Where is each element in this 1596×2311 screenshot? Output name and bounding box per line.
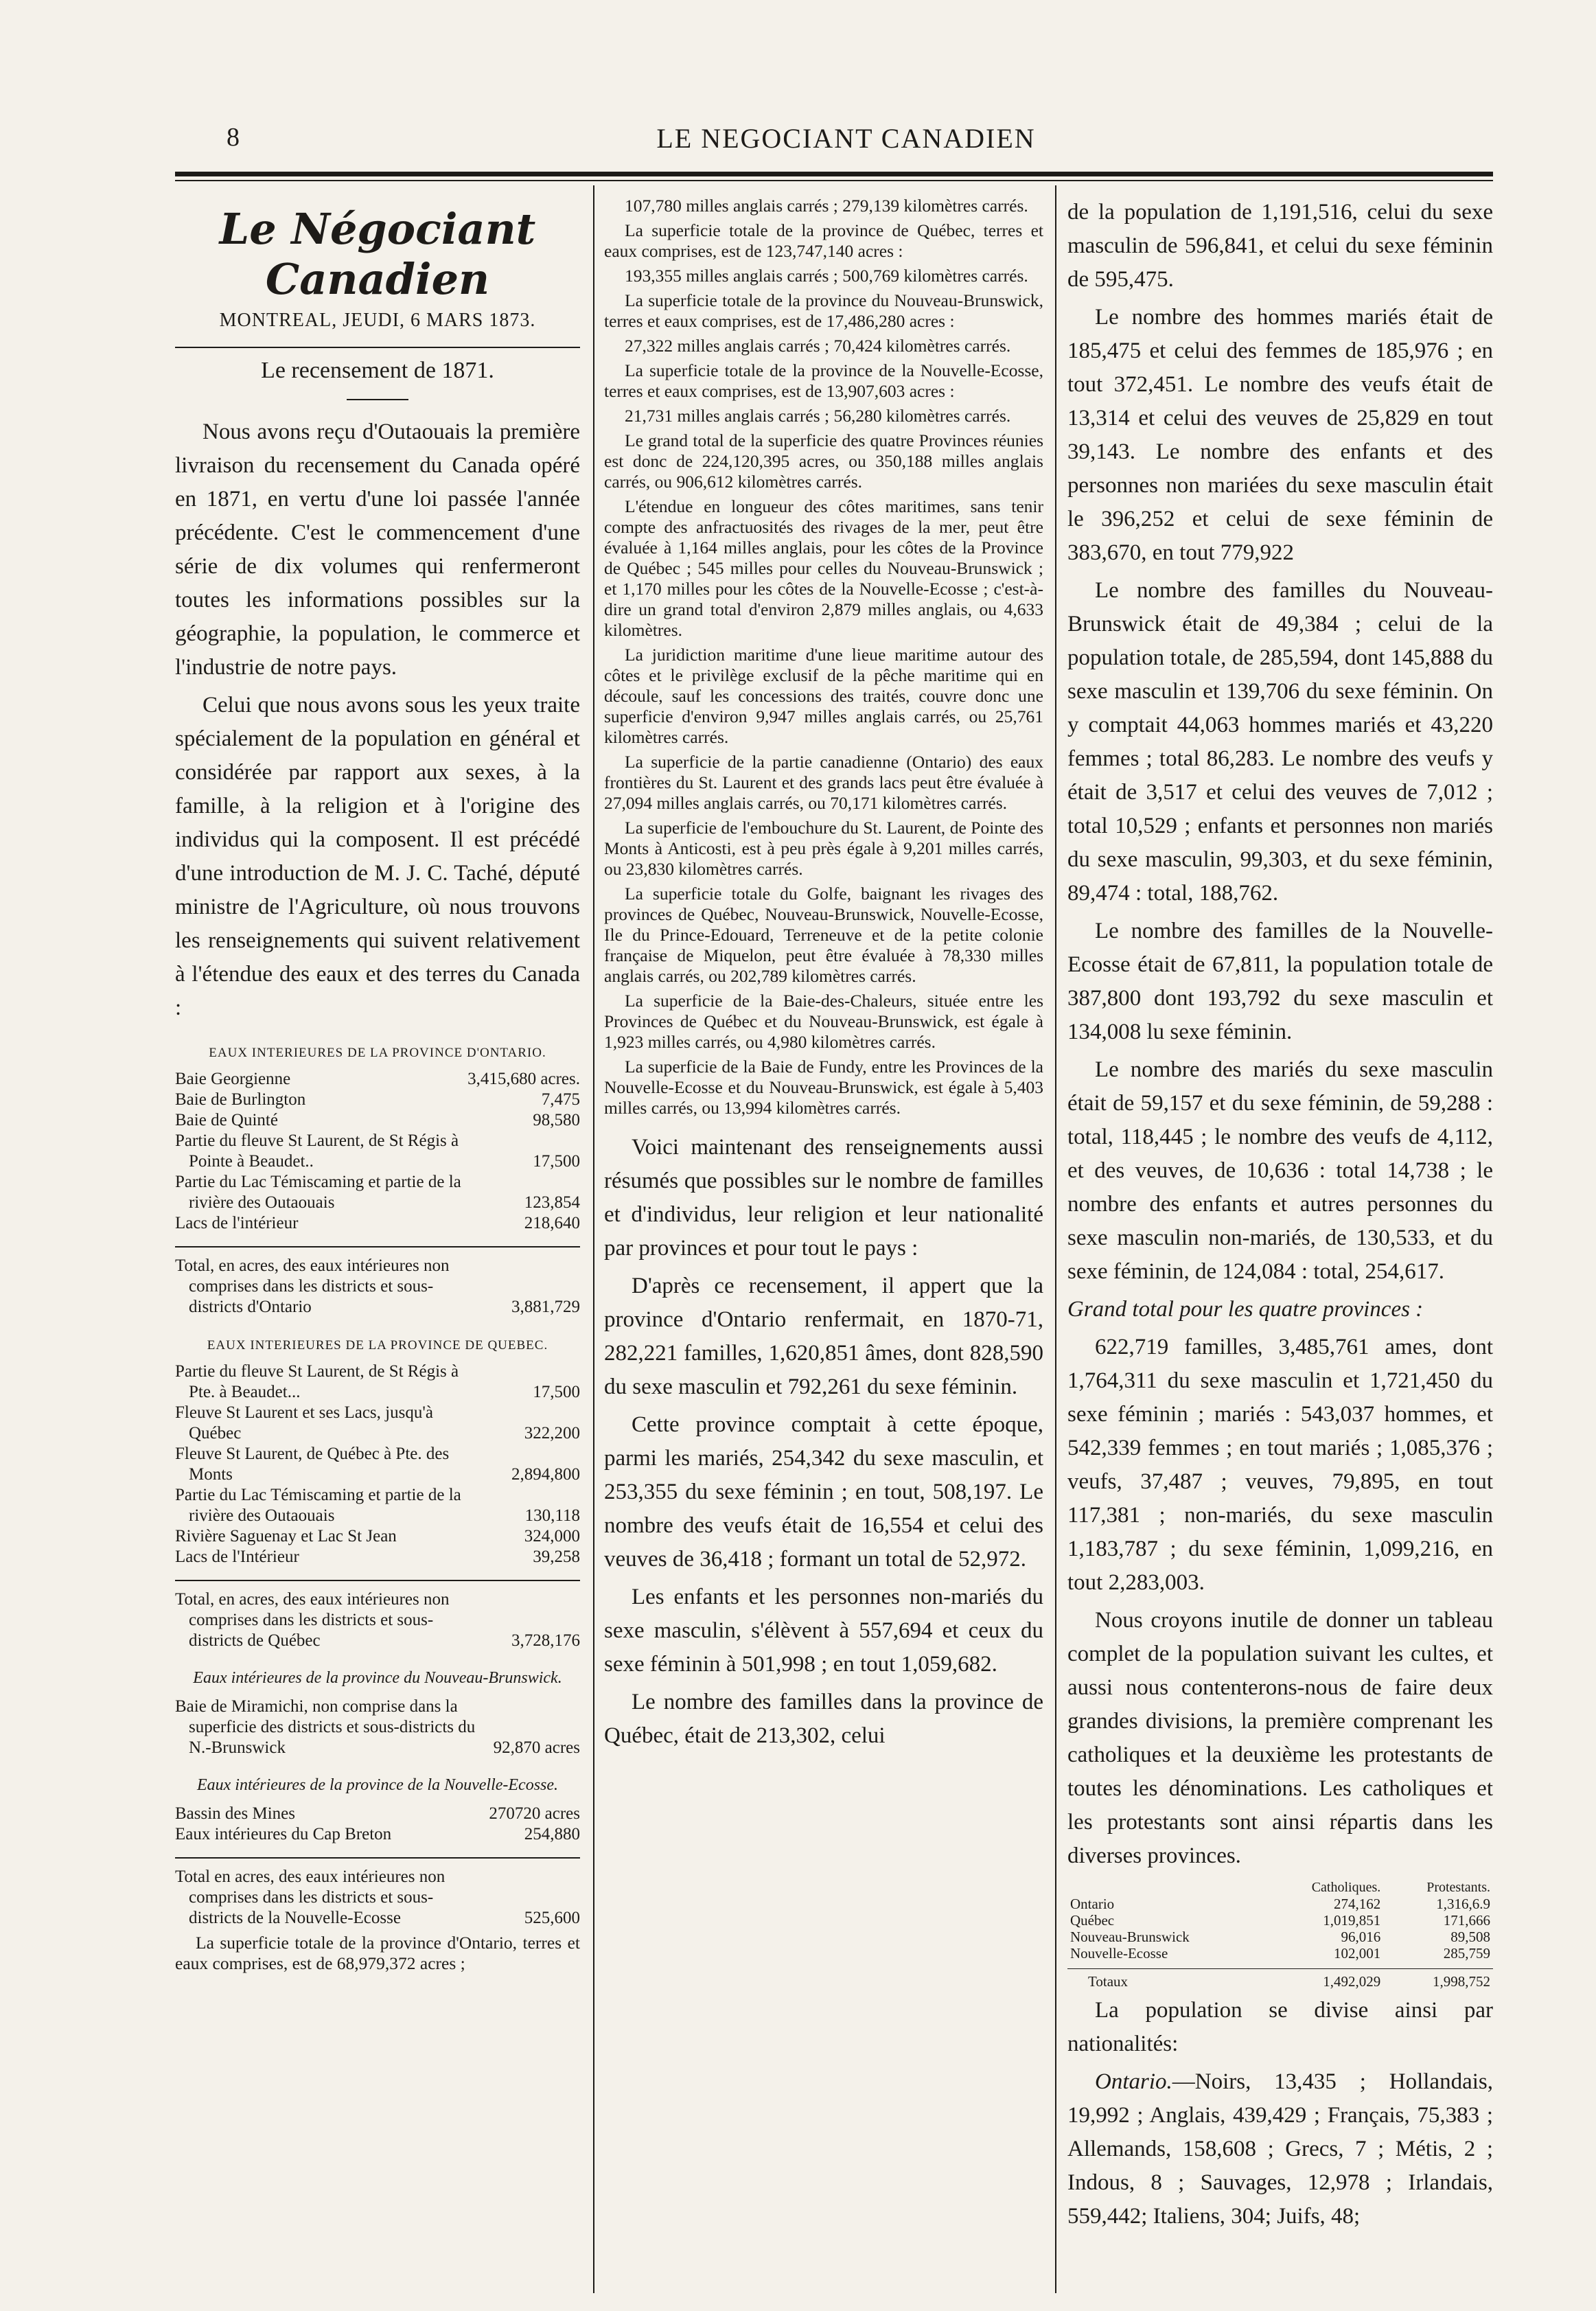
table-row: Partie du fleuve St Laurent, de St Régis à Pointe à Beaudet.. 17,500 xyxy=(175,1131,580,1171)
table-total: Totaux 1,492,029 1,998,752 xyxy=(1067,1969,1493,1990)
column-divider xyxy=(1055,185,1056,2293)
paragraph: La population se divise ainsi par nationalités: xyxy=(1067,1998,1493,2056)
paragraph: La juridiction maritime d'une lieue maritime autour des côtes et le privilège exclusif de la pêche maritime qui en découle, sauf les concessions des traités, couvre donc une superficie d'environ 9,947 milles anglais carrés, ou 25,761 kilomètres carrés. xyxy=(604,645,1043,747)
table-row: Rivière Saguenay et Lac St Jean 324,000 xyxy=(175,1527,580,1545)
table-total: Total, en acres, des eaux intérieures non comprises dans les districts et sous-districts de Québec 3,728,176 xyxy=(175,1580,580,1651)
paragraph: de la population de 1,191,516, celui du sexe masculin de 596,841, et celui du sexe féminin de 595,475. xyxy=(1067,200,1493,292)
paragraph: 193,355 milles anglais carrés ; 500,769 kilomètres carrés. xyxy=(625,266,1028,286)
table-row: Ontario 274,162 1,316,6.9 xyxy=(1070,1896,1490,1912)
table-row: Nouvelle-Ecosse 102,001 285,759 xyxy=(1070,1945,1490,1962)
paragraph: Cette province comptait à cette époque, parmi les mariés, 254,342 du sexe masculin, et 253,355 du sexe féminin ; en tout, 508,197. Le nombre des veufs était de 16,554 et celui des veuves de 36,418 ; formant un total de 52,972. xyxy=(604,1412,1043,1572)
page-number: 8 xyxy=(227,123,240,152)
header-rule-thin xyxy=(175,180,1493,181)
table-row: Baie de Quinté 98,580 xyxy=(175,1111,580,1129)
ontario-table xyxy=(175,1069,580,1318)
table-row: Partie du Lac Témiscaming et partie de la rivière des Outaouais 123,854 xyxy=(175,1173,580,1212)
paragraph: L'étendue en longueur des côtes maritimes, sans tenir compte des anfractuosités des rivages de la mer, peut être évaluée à 1,164 milles anglais, pour les côtes de la Province de Québec ; 545 milles pour celles du Nouveau-Brunswick ; et 1,170 milles pour les côtes de la Nouvelle-Ecosse ; c'est-à-dire un grand total d'environ 2,879 milles anglais, ou 4,633 kilomètres. xyxy=(604,496,1043,640)
grand-total-heading: Grand total pour les quatre provinces : xyxy=(1067,1297,1424,1322)
quebec-table xyxy=(175,1361,580,1651)
ns-heading: Eaux intérieures de la province de la Nouvelle-Ecosse. xyxy=(196,1776,559,1794)
population-paragraphs xyxy=(604,1131,1043,1753)
column-2 xyxy=(604,196,1043,2310)
table-row: Partie du Lac Témiscaming et partie de la rivière des Outaouais 130,118 xyxy=(175,1486,580,1525)
ontario-heading: EAUX INTERIEURES DE LA PROVINCE D'ONTARIO. xyxy=(209,1046,546,1060)
column-1 xyxy=(175,196,580,2310)
column-divider xyxy=(593,185,594,2293)
area-paragraphs xyxy=(604,196,1043,1118)
paragraph: Le nombre des familles du Nouveau-Brunswick était de 49,384 ; celui de la population totale, de 285,594, dont 145,888 du sexe masculin et 139,706 du sexe féminin. On y comptait 44,063 hommes mariés et 43,220 femmes ; total 86,283. Le nombre des veufs y était de 3,517 et celui des veuves de 7,012 ; total 10,529 ; enfants et personnes non mariés du sexe masculin, 99,303, et du sexe féminin, 89,474 : total, 188,762. xyxy=(1067,578,1493,906)
table-total: Total, en acres, des eaux intérieures non comprises dans les districts et sous-districts d'Ontario 3,881,729 xyxy=(175,1246,580,1318)
table-row: Baie de Miramichi, non comprise dans la superficie des districts et sous-districts du N.-Brunswick 92,870 acres xyxy=(175,1697,580,1757)
paragraph: 622,719 familles, 3,485,761 ames, dont 1,764,311 du sexe masculin et 1,721,450 du sexe féminin ; mariés : 543,037 hommes, et 542,339 femmes ; en tout mariés ; 1,085,376 ; veufs, 37,487 ; veuves, 79,895, en tout 117,381 ; non-mariés, du sexe masculin 1,183,787 ; du sexe féminin, 1,099,216, en tout 2,283,003. xyxy=(1067,1335,1493,1595)
paragraph: La superficie totale de la province de Québec, terres et eaux comprises, est de 123,747,140 acres : xyxy=(604,220,1043,261)
table-row: Lacs de l'intérieur 218,640 xyxy=(175,1214,580,1232)
header-rule xyxy=(175,172,1493,176)
paragraph: La superficie de l'embouchure du St. Laurent, de Pointe des Monts à Anticosti, est à peu près égale à 9,201 milles carrés, ou 23,830 kilomètres carrés. xyxy=(604,818,1043,879)
paragraph: La superficie totale de la province d'Ontario, terres et eaux comprises, est de 68,979,372 acres ; xyxy=(175,1933,580,1973)
table-row: Baie de Burlington 7,475 xyxy=(175,1090,580,1109)
table-row: Baie Georgienne 3,415,680 acres. xyxy=(175,1070,580,1088)
paragraph: 21,731 milles anglais carrés ; 56,280 kilomètres carrés. xyxy=(625,406,1011,426)
paragraph: Nous avons reçu d'Outaouais la première livraison du recensement du Canada opéré en 1871, en vertu d'une loi passée l'année précédente. C'est le commencement d'une série de dix volumes qui renfermeront toutes les informations possibles sur la géographie, la population, le commerce et l'industrie de notre pays. xyxy=(175,419,580,680)
paragraph: Le nombre des familles dans la province de Québec, était de 213,302, celui xyxy=(604,1690,1043,1748)
table-row: Partie du fleuve St Laurent, de St Régis à Pte. à Beaudet... 17,500 xyxy=(175,1362,580,1401)
masthead-title: Le Négociant Canadien xyxy=(219,204,536,304)
paragraph: La superficie totale de la province du Nouveau-Brunswick, terres et eaux comprises, est de 17,486,280 acres : xyxy=(604,290,1043,331)
religion-table xyxy=(1067,1880,1493,1990)
paragraph: Le nombre des mariés du sexe masculin était de 59,157 et du sexe féminin, de 59,288 : total, 118,445 ; le nombre des veufs de 4,112, et des veuves, de 10,636 : total 14,738 ; le nombre des enfants et autres personnes du sexe masculin non-mariés, de 130,533, et du sexe féminin, de 124,084 : total, 254,617. xyxy=(1067,1057,1493,1284)
table-row: Eaux intérieures du Cap Breton 254,880 xyxy=(175,1825,580,1843)
paragraph: Le nombre des hommes mariés était de 185,475 et celui des femmes de 185,976 ; en tout 372,451. Le nombre des veufs était de 13,314 et celui des veuves de 25,829 en tout 39,143. Le nombre des enfants et des personnes non mariées du sexe masculin était le 396,252 et celui de sexe féminin de 383,670, en tout 779,922 xyxy=(1067,305,1493,565)
table-row: Lacs de l'Intérieur 39,258 xyxy=(175,1548,580,1566)
running-header xyxy=(206,122,1486,163)
column-header: Catholiques. xyxy=(1311,1880,1381,1895)
nb-heading: Eaux intérieures de la province du Nouveau-Brunswick. xyxy=(193,1669,562,1687)
divider xyxy=(347,399,408,400)
quebec-heading: EAUX INTERIEURES DE LA PROVINCE DE QUEBEC. xyxy=(207,1338,548,1353)
paragraph: Nous croyons inutile de donner un tableau complet de la population suivant les cultes, et aussi nous contenterons-nous de faire deux grandes divisions, la première comprenant les catholiques et la deuxième les protestants de toutes les dénominations. Les catholiques et les protestants sont ainsi répartis dans les diverses provinces. xyxy=(1067,1608,1493,1868)
paragraph: Les enfants et les personnes non-mariés du sexe masculin, s'élèvent à 557,694 et ceux du sexe féminin à 501,998 ; en tout 1,059,682. xyxy=(604,1585,1043,1677)
divider xyxy=(175,347,580,348)
nationality-ontario: Ontario.—Noirs, 13,435 ; Hollandais, 19,992 ; Anglais, 439,429 ; Français, 75,383 ; Allemands, 158,608 ; Grecs, 7 ; Métis, 2 ; Indous, 8 ; Sauvages, 12,978 ; Irlandais, 559,442; Italiens, 304; Juifs, 48; xyxy=(1067,2069,1493,2229)
paragraph: Voici maintenant des renseignements aussi résumés que possibles sur le nombre de familles et d'individus, leur religion et leur nationalité par provinces et pour tout le pays : xyxy=(604,1135,1043,1261)
paragraph: La superficie de la Baie de Fundy, entre les Provinces de la Nouvelle-Ecosse et du Nouveau-Brunswick, est égale à 5,403 milles carrés, ou 13,994 kilomètres carrés. xyxy=(604,1057,1043,1118)
dateline: MONTREAL, JEUDI, 6 MARS 1873. xyxy=(219,310,536,331)
paragraph: D'après ce recensement, il appert que la province d'Ontario renfermait, en 1870-71, 282,221 familles, 1,620,851 âmes, dont 828,590 du sexe masculin et 792,261 du sexe féminin. xyxy=(604,1274,1043,1399)
article-title: Le recensement de 1871. xyxy=(261,358,494,383)
paragraph: La superficie de la Baie-des-Chaleurs, située entre les Provinces de Québec et du Nouveau-Brunswick, est égale à 1,923 milles carrés, ou 4,980 kilomètres carrés. xyxy=(604,991,1043,1052)
table-row: Québec 1,019,851 171,666 xyxy=(1070,1912,1490,1929)
paragraph: 107,780 milles anglais carrés ; 279,139 kilomètres carrés. xyxy=(625,196,1028,216)
column-3 xyxy=(1067,196,1493,2310)
paragraph: Le grand total de la superficie des quatre Provinces réunies est donc de 224,120,395 acres, ou 350,188 milles anglais carrés, ou 906,612 kilomètres carrés. xyxy=(604,430,1043,492)
table-row: Fleuve St Laurent et ses Lacs, jusqu'à Québec 322,200 xyxy=(175,1403,580,1442)
table-row: Bassin des Mines 270720 acres xyxy=(175,1804,580,1823)
column-header: Protestants. xyxy=(1426,1880,1490,1895)
paragraph: La superficie totale du Golfe, baignant les rivages des provinces de Québec, Nouveau-Brunswick, Nouvelle-Ecosse, Ile du Prince-Edouard, Terreneuve et de la petite colonie française de Miquelon, peut être évaluée à 78,330 milles anglais carrés, ou 202,789 kilomètres carrés. xyxy=(604,884,1043,986)
table-row: Nouveau-Brunswick 96,016 89,508 xyxy=(1070,1929,1490,1945)
paragraph: 27,322 milles anglais carrés ; 70,424 kilomètres carrés. xyxy=(625,336,1011,356)
table-row: Fleuve St Laurent, de Québec à Pte. des Monts 2,894,800 xyxy=(175,1445,580,1484)
paragraph: Le nombre des familles de la Nouvelle-Ecosse était de 67,811, la population totale de 387,800 dont 193,792 du sexe masculin et 134,008 lu sexe féminin. xyxy=(1067,919,1493,1044)
paragraph: Celui que nous avons sous les yeux traite spécialement de la population en général et considérée par rapport aux sexes, à la famille, à la religion et à l'origine des individus qui la composent. Il est précédé d'une introduction de M. J. C. Taché, député ministre de l'Agriculture, où nous trouvons les renseignements qui suivent relativement à l'étendue des eaux et des terres du Canada : xyxy=(175,693,580,1020)
paragraph: La superficie de la partie canadienne (Ontario) des eaux frontières du St. Laurent et des grands lacs peut être évaluée à 27,094 milles anglais carrés, ou 70,171 kilomètres carrés. xyxy=(604,752,1043,813)
paragraph: La superficie totale de la province de la Nouvelle-Ecosse, terres et eaux comprises, est de 13,907,603 acres : xyxy=(604,360,1043,401)
table-total: Total en acres, des eaux intérieures non comprises dans les districts et sous-districts de la Nouvelle-Ecosse 525,600 xyxy=(175,1857,580,1929)
running-title: LE NEGOCIANT CANADIEN xyxy=(656,123,1036,154)
